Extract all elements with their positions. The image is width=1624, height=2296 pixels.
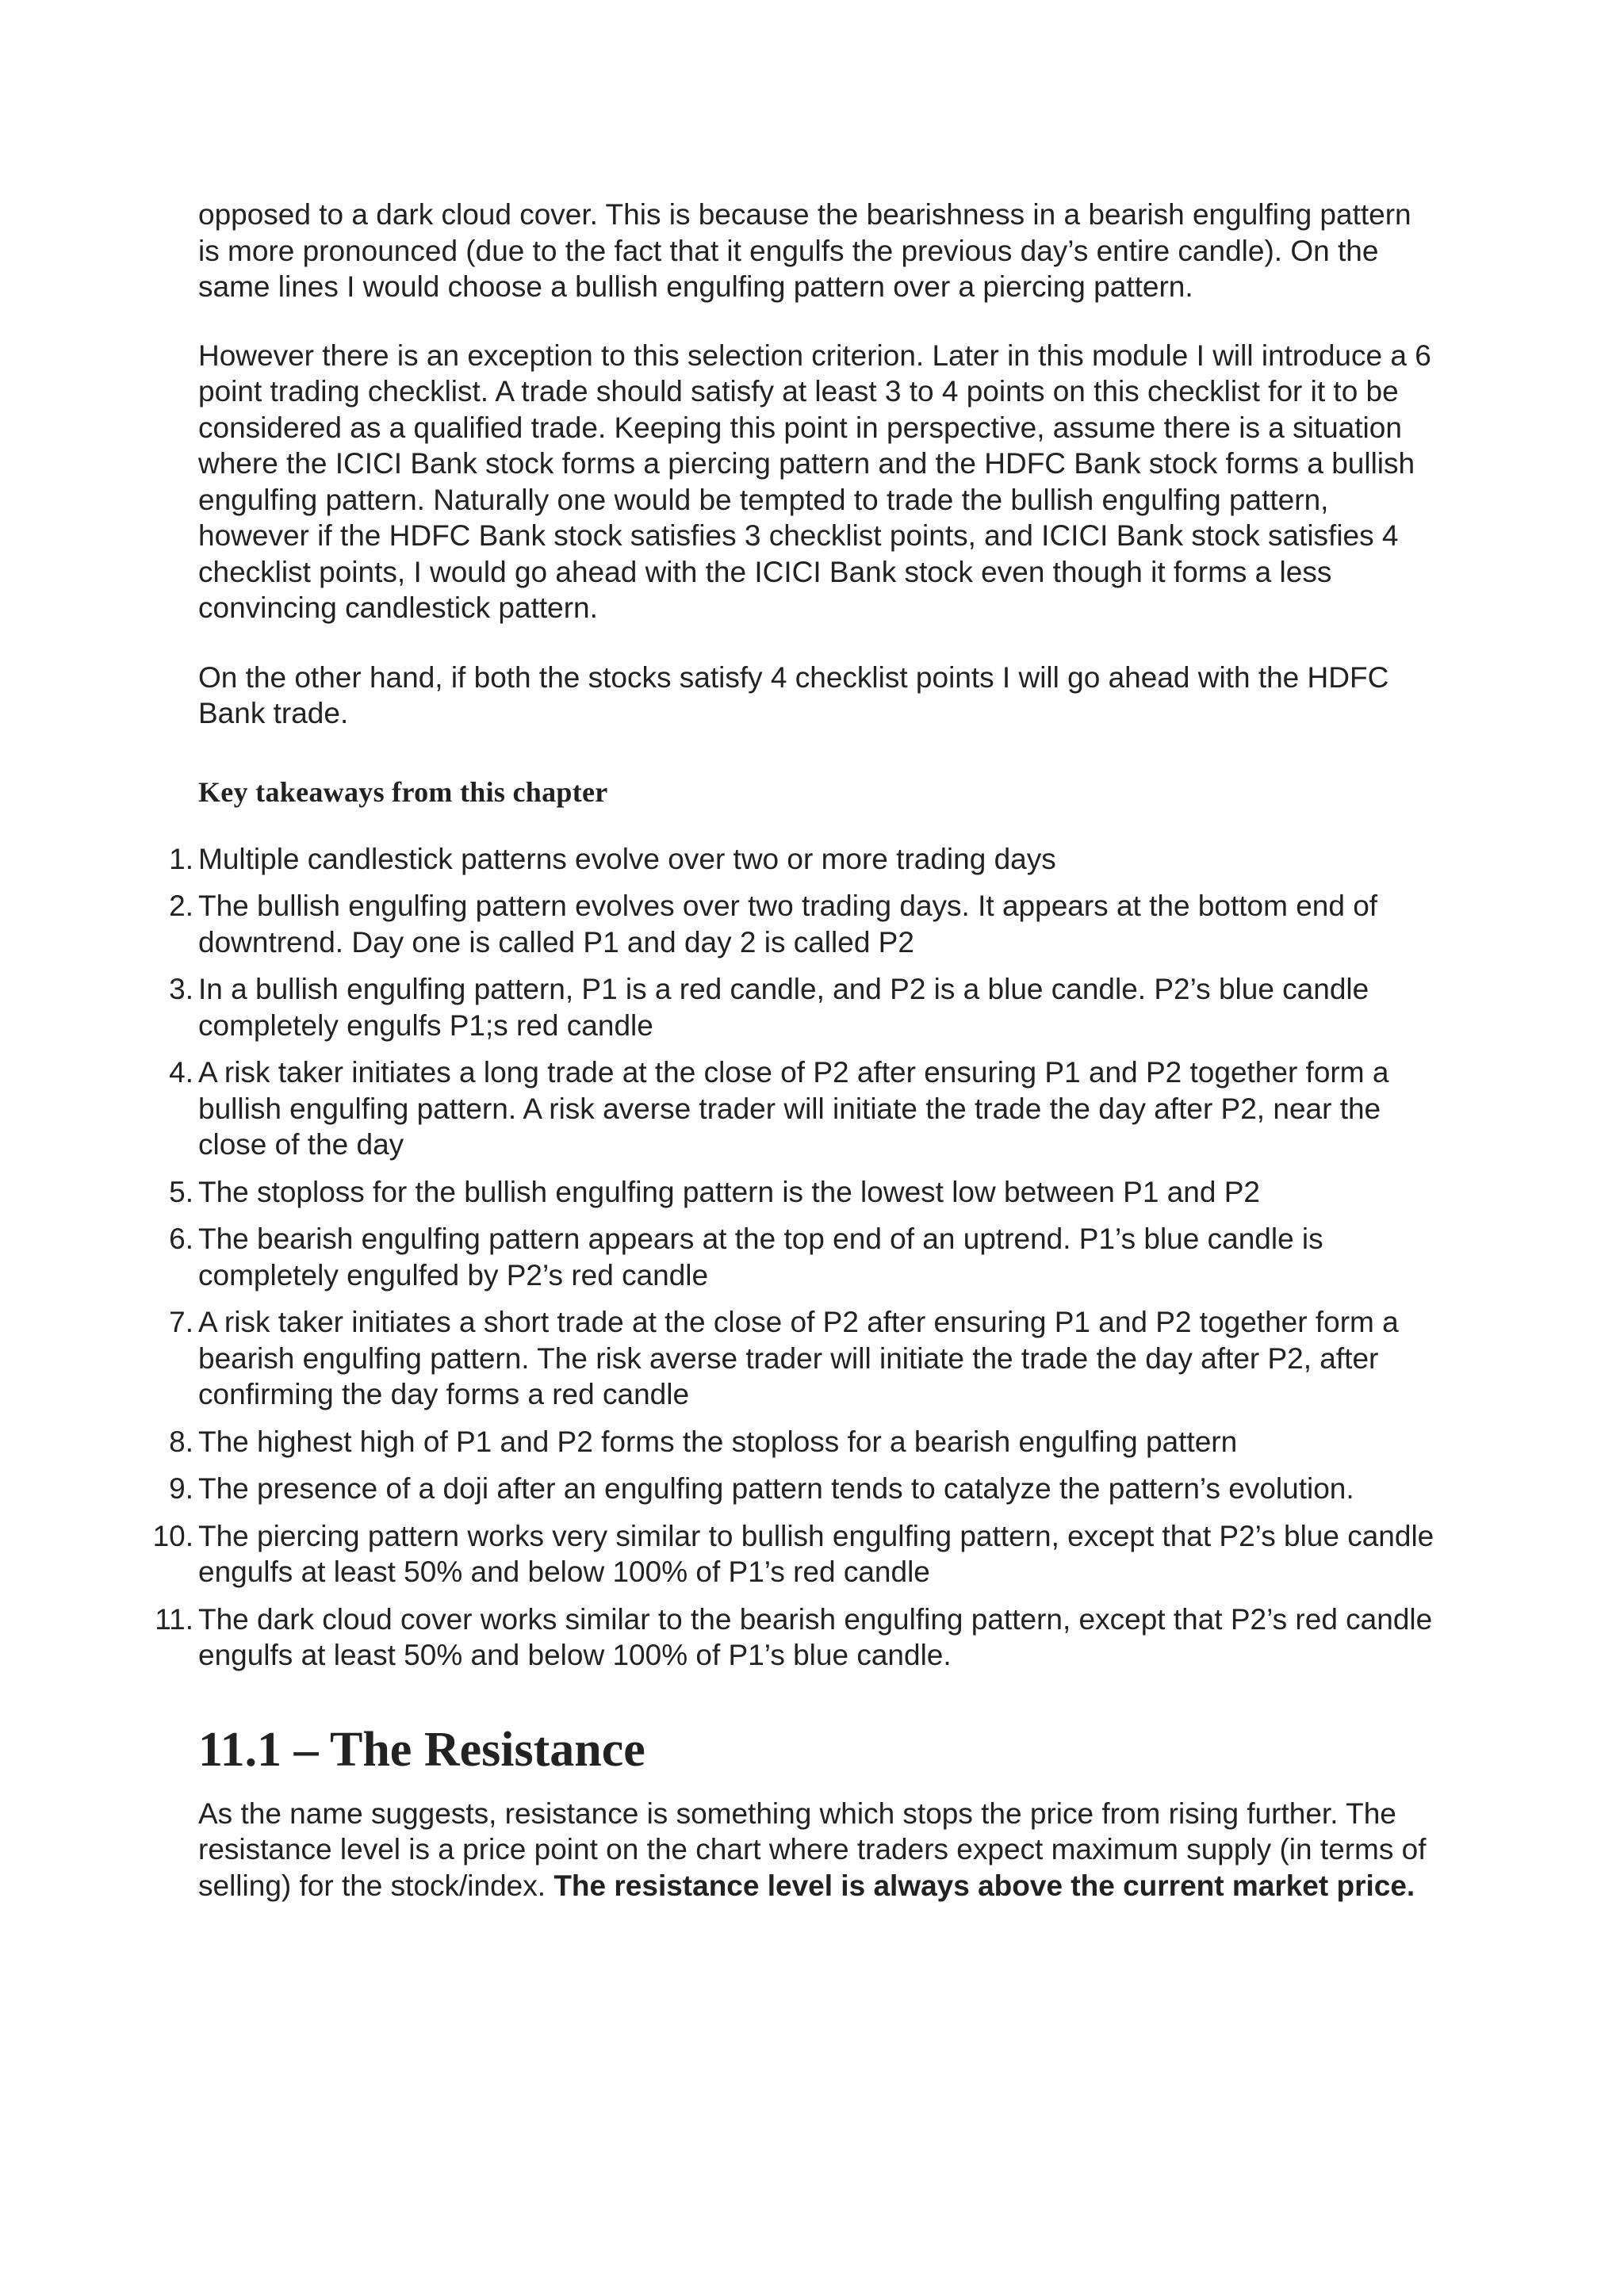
list-item <box>169 888 1435 960</box>
list-item-number: 2. <box>169 890 193 922</box>
list-item <box>169 841 1435 878</box>
list-item-number: 10. <box>152 1519 193 1552</box>
resistance-intro-text: As the name suggests, resistance is something which stops the price from rising further. The resistance level is a price point on the chart where traders expect maximum supply (in terms of selling) for the stock/index. <box>198 1797 1427 1902</box>
list-item-number: 9. <box>169 1472 193 1505</box>
list-item <box>169 1221 1435 1293</box>
list-item <box>169 1424 1435 1460</box>
list-item-number: 3. <box>169 973 193 1005</box>
list-item <box>152 1518 1435 1590</box>
list-item-text: The bearish engulfing pattern appears at the top end of an uptrend. P1’s blue candle is completely engulfed by P2’s red candle <box>198 1223 1323 1292</box>
key-takeaways-heading: Key takeaways from this chapter <box>198 775 608 808</box>
list-item-number: 1. <box>169 842 193 875</box>
list-item-text: The bullish engulfing pattern evolves over two trading days. It appears at the bottom end of downtrend. Day one is called P1 and day 2 is called P2 <box>198 890 1378 959</box>
list-item <box>169 1174 1435 1211</box>
list-item-text: A risk taker initiates a short trade at the close of P2 after ensuring P1 and P2 together form a bearish engulfing pattern. The risk averse trader will initiate the trade the day after P2, after confirming the day forms a red candle <box>198 1306 1399 1410</box>
paragraph-resistance-intro <box>198 1796 1435 1904</box>
list-item-text: The presence of a doji after an engulfing pattern tends to catalyze the pattern’s evolution. <box>198 1472 1354 1505</box>
paragraph-pattern-preference: opposed to a dark cloud cover. This is because the bearishness in a bearish engulfing pattern is more pronounced (due to the fact that it engulfs the previous day’s entire candle). On the same lines I would choose a bullish engulfing pattern over a piercing pattern. <box>198 198 1411 303</box>
key-takeaways-list <box>152 841 1435 1674</box>
list-item-text: The stoploss for the bullish engulfing pattern is the lowest low between P1 and P2 <box>198 1175 1260 1208</box>
paragraph-checklist-exception: However there is an exception to this selection criterion. Later in this module I will introduce a 6 point trading checklist. A trade should satisfy at least 3 to 4 points on this checklist for it to be considered as a qualified trade. Keeping this point in perspective, assume there is a situation where the ICICI Bank stock forms a piercing pattern and the HDFC Bank stock forms a bullish engulfing pattern. Naturally one would be tempted to trade the bullish engulfing pattern, however if the HDFC Bank stock satisfies 3 checklist points, and ICICI Bank stock satisfies 4 checklist points, I would go ahead with the ICICI Bank stock even though it forms a less convincing candlestick pattern. <box>198 339 1431 624</box>
list-item-number: 7. <box>169 1306 193 1338</box>
list-item-text: A risk taker initiates a long trade at the close of P2 after ensuring P1 and P2 together form a bullish engulfing pattern. A risk averse trader will initiate the trade the day after P2, near the close of the day <box>198 1056 1389 1161</box>
list-item <box>169 971 1435 1043</box>
list-item-text: In a bullish engulfing pattern, P1 is a red candle, and P2 is a blue candle. P2’s blue candle completely engulfs P1;s red candle <box>198 973 1369 1042</box>
list-item-text: Multiple candlestick patterns evolve over two or more trading days <box>198 842 1056 875</box>
resistance-intro-emphasis: The resistance level is always above the current market price. <box>553 1869 1415 1902</box>
list-item-text: The piercing pattern works very similar to bullish engulfing pattern, except that P2’s blue candle engulfs at least 50% and below 100% of P1’s red candle <box>198 1519 1434 1588</box>
section-title: 11.1 – The Resistance <box>198 1722 645 1777</box>
list-item-number: 8. <box>169 1425 193 1458</box>
list-item-text: The highest high of P1 and P2 forms the stoploss for a bearish engulfing pattern <box>198 1425 1238 1458</box>
list-item <box>169 1304 1435 1413</box>
list-item-number: 11. <box>155 1602 193 1636</box>
list-item-number: 4. <box>169 1056 193 1089</box>
paragraph-hdfc-trade: On the other hand, if both the stocks satisfy 4 checklist points I will go ahead with the HDFC Bank trade. <box>198 660 1389 729</box>
list-item <box>169 1054 1435 1163</box>
list-item-number: 5. <box>169 1175 193 1208</box>
page-content <box>152 197 1435 1935</box>
list-item-number: 6. <box>169 1223 193 1255</box>
list-item <box>155 1601 1435 1674</box>
list-item <box>169 1471 1435 1507</box>
list-item-text: The dark cloud cover works similar to the bearish engulfing pattern, except that P2’s red candle engulfs at least 50% and below 100% of P1’s blue candle. <box>198 1602 1433 1671</box>
